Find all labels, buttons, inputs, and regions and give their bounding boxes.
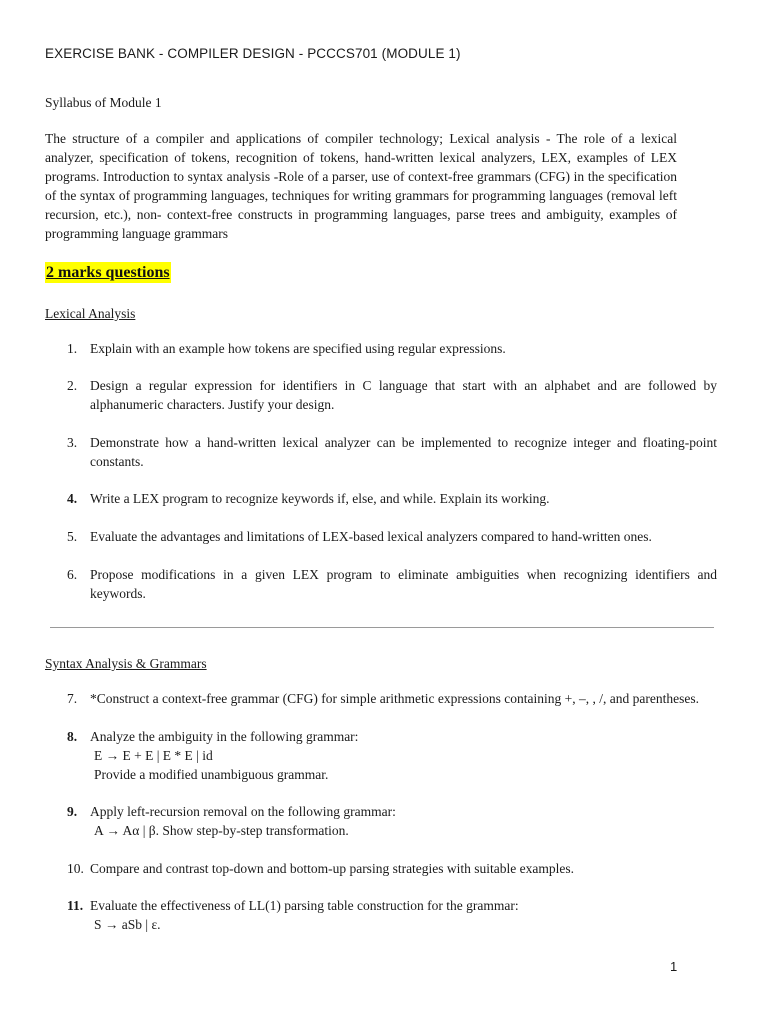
question-number: 2.: [67, 378, 78, 393]
section-heading-syntax: Syntax Analysis & Grammars: [45, 656, 207, 671]
question-text-line: Analyze the ambiguity in the following grammar:: [90, 729, 359, 744]
question-text: *Construct a context-free grammar (CFG) for simple arithmetic expressions containing +, –, , /, and parentheses.: [90, 691, 699, 706]
syllabus-heading: Syllabus of Module 1: [45, 95, 162, 110]
grammar-production: S → aSb | ε.: [94, 917, 161, 932]
syllabus-body: The structure of a compiler and applications of compiler technology; Lexical analysis - The role of a lexical analyzer, specification of tokens, recognition of tokens, hand-written lexical analyzers, LEX, examples of LEX programs. Introduction to syntax analysis -Role of a parser, use of context-free grammars (CFG) in the specification of the syntax of programming languages, techniques for writing grammars for programming languages (removal left recursion, etc.), non- context-free constructs in programming languages, parse trees and ambiguity, examples of programming language grammars: [45, 131, 677, 241]
question-text: Evaluate the advantages and limitations of LEX-based lexical analyzers compared to hand-written ones.: [90, 529, 652, 544]
document-title: EXERCISE BANK - COMPILER DESIGN - PCCCS701 (MODULE 1): [45, 46, 461, 61]
question-text: Write a LEX program to recognize keywords if, else, and while. Explain its working.: [90, 491, 550, 506]
question-text: Compare and contrast top-down and bottom-up parsing strategies with suitable examples.: [90, 861, 575, 876]
question-text-line: Evaluate the effectiveness of LL(1) parsing table construction for the grammar:: [90, 898, 519, 913]
question-number: 7.: [67, 691, 78, 706]
section-heading-lexical: Lexical Analysis: [45, 306, 136, 321]
question-text: Design a regular expression for identifiers in C language that start with an alphabet and are followed by alphanumeric characters. Justify your design.: [90, 378, 717, 412]
question-text-line: Apply left-recursion removal on the following grammar:: [90, 804, 396, 819]
question-number: 10.: [67, 861, 84, 876]
page-number: 1: [670, 959, 678, 974]
question-text: Explain with an example how tokens are specified using regular expressions.: [90, 341, 506, 356]
question-text: [90, 802, 717, 840]
question-number: 11.: [67, 898, 84, 913]
question-number: 5.: [67, 529, 78, 544]
question-number: 1.: [67, 341, 78, 356]
question-number: 9.: [67, 804, 78, 819]
question-number: 6.: [67, 567, 78, 582]
question-text: Demonstrate how a hand-written lexical analyzer can be implemented to recognize integer and floating-point constants.: [90, 435, 717, 469]
question-text: Propose modifications in a given LEX program to eliminate ambiguities when recognizing identifiers and keywords.: [90, 567, 717, 601]
grammar-production: A → Aα | β. Show step-by-step transformation.: [94, 823, 349, 838]
question-number: 3.: [67, 435, 78, 450]
question-text-line: Provide a modified unambiguous grammar.: [94, 767, 329, 782]
grammar-production: E → E + E | E * E | id: [94, 748, 213, 763]
section-divider: [50, 627, 714, 628]
marks-heading: 2 marks questions: [46, 264, 170, 281]
question-number: 4.: [67, 491, 78, 506]
question-text: [90, 727, 717, 784]
question-text: [90, 896, 717, 934]
question-number: 8.: [67, 729, 78, 744]
